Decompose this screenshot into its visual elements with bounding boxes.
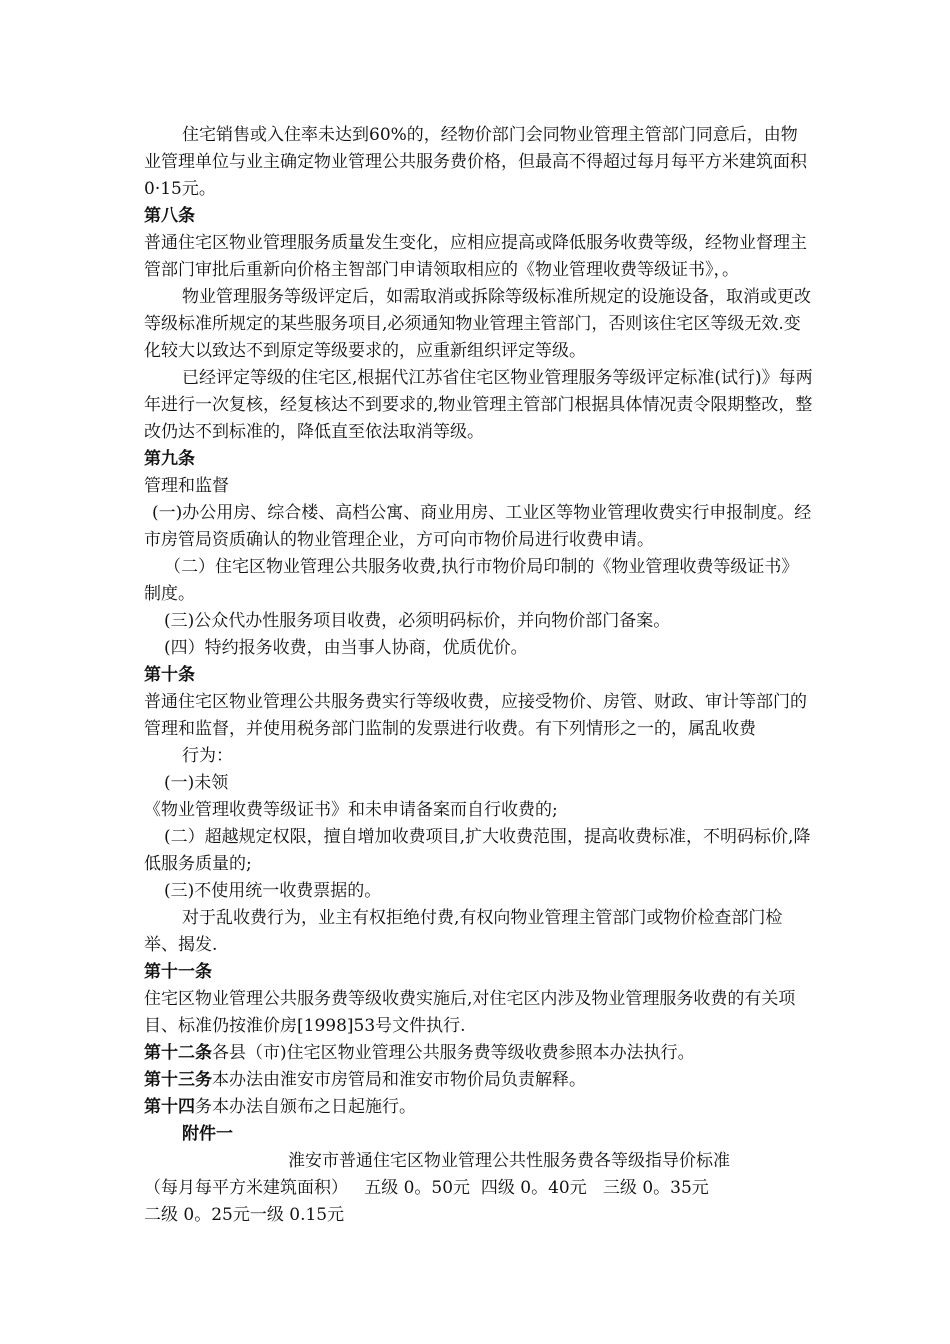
attachment-price-line-2: 二级 0。25元一级 0.15元 [144, 1205, 345, 1225]
article-14-line [144, 1094, 814, 1121]
article-10-paragraph-2: 对于乱收费行为，业主有权拒绝付费,有权向物业管理主管部门或物价检查部门检举、揭发. [144, 908, 783, 955]
article-9-item-4: (四）特约报务收费，由当事人协商，优质优价。 [164, 638, 528, 658]
article-9-heading: 第九条 [144, 449, 195, 469]
attachment-label: 附件一 [182, 1124, 233, 1144]
article-9-item-2: （二）住宅区物业管理公共服务收费,执行市物价局印制的《物业管理收费等级证书》制度。 [144, 557, 799, 604]
article-11-paragraph: 住宅区物业管理公共服务费等级收费实施后,对住宅区内涉及物业管理服务收费的有关项目、标准仍按淮价房[1998]53号文件执行. [144, 989, 796, 1036]
article-12-line [144, 1040, 814, 1067]
paragraph-occupancy: 住宅销售或入住率未达到60%的，经物价部门会同物业管理主管部门同意后，由物业管理单位与业主确定物业管理公共服务费价格，但最高不得超过每月每平方米建筑面积0·15元。 [144, 125, 807, 199]
attachment-table-title: 淮安市普通住宅区物业管理公共性服务费各等级指导价标准 [288, 1151, 730, 1171]
article-10-item-2: (二）超越规定权限，擅自增加收费项目,扩大收费范围，提高收费标准，不明码标价,降低服务质量的; [144, 827, 811, 874]
article-9-subtitle: 管理和监督 [144, 476, 229, 496]
article-8-heading: 第八条 [144, 206, 195, 226]
article-13-line [144, 1067, 814, 1094]
article-12-heading: 第十二条 [144, 1043, 212, 1063]
article-10-heading: 第十条 [144, 665, 195, 685]
article-14-heading: 第十四 [144, 1097, 195, 1117]
article-10-item-1: (一)未领 [164, 773, 229, 793]
article-8-paragraph-1: 普通住宅区物业管理服务质量发生变化，应相应提高或降低服务收费等级，经物业督理主管部门审批后重新向价格主智部门申请领取相应的《物业管理收费等级证书》，。 [144, 233, 807, 280]
article-13-text: 本办法由淮安市房管局和淮安市物价局负责解释。 [212, 1070, 586, 1090]
attachment-price-line-1: （每月每平方米建筑面积） 五级 0。50元 四级 0。40元 三级 0。35元 [144, 1178, 709, 1198]
article-10-item-3: (三)不使用统一收费票据的。 [164, 881, 382, 901]
article-8-paragraph-3: 已经评定等级的住宅区,根据代江苏省住宅区物业管理服务等级评定标准(试行)》每两年进行一次复核，经复核达不到要求的,物业管理主管部门根据具体情况责令限期整改，整改仍达不到标准的，降低直至依法取消等级。 [144, 368, 813, 442]
article-13-heading: 第十三务 [144, 1070, 212, 1090]
article-10-item-1-cont: 《物业管理收费等级证书》和未申请备案而自行收费的; [144, 800, 558, 820]
article-12-text: 各县（市)住宅区物业管理公共服务费等级收费参照本办法执行。 [212, 1043, 695, 1063]
article-8-paragraph-2: 物业管理服务等级评定后，如需取消或拆除等级标准所规定的设施设备，取消或更改等级标准所规定的某些服务项目,必须通知物业管理主管部门，否则该住宅区等级无效.变化较大以致达不到原定等级要求的，应重新组织评定等级。 [144, 287, 811, 361]
article-11-heading: 第十一条 [144, 962, 212, 982]
article-9-item-1: (一)办公用房、综合楼、高档公寓、商业用房、工业区等物业管理收费实行申报制度。经市房管局资质确认的物业管理企业，方可向市物价局进行收费申请。 [144, 503, 812, 550]
article-14-text: 务本办法自颁布之日起施行。 [195, 1097, 416, 1117]
document-page [144, 122, 814, 1229]
article-9-item-3: (三)公众代办性服务项目收费，必须明码标价，并向物价部门备案。 [164, 611, 671, 631]
article-10-paragraph-1: 普通住宅区物业管理公共服务费实行等级收费，应接受物价、房管、财政、审计等部门的管理和监督，并使用税务部门监制的发票进行收费。有下列情形之一的，属乱收费 [144, 692, 807, 739]
article-10-behavior: 行为： [182, 746, 233, 766]
